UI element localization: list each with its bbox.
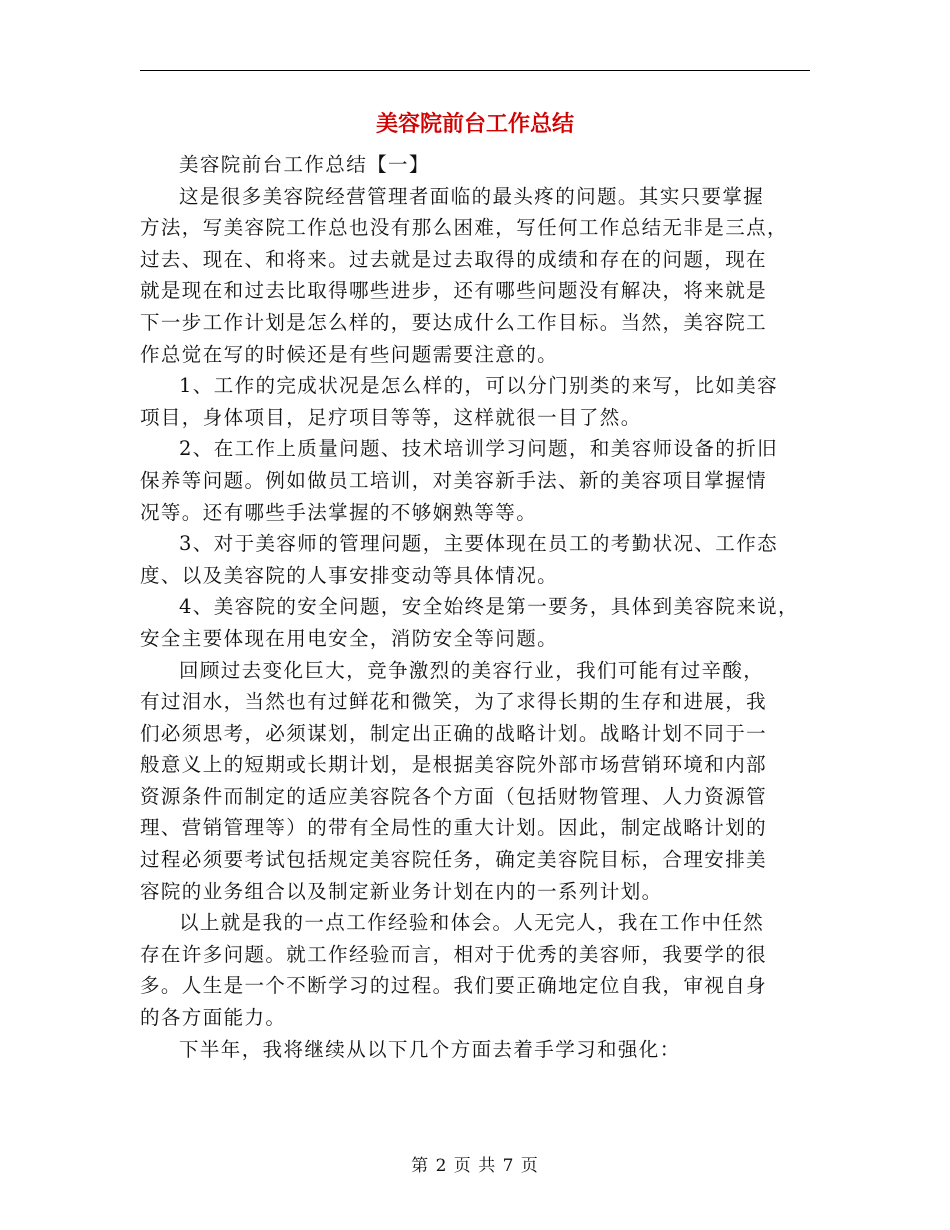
document-title: 美容院前台工作总结 bbox=[375, 112, 574, 137]
section-heading: 美容院前台工作总结【一】 bbox=[179, 153, 430, 176]
document-body bbox=[140, 149, 810, 1065]
paragraph-intro: 这是很多美容院经营管理者面临的最头疼的问题。其实只要掌握 方法，写美容院工作总也没有那么困难，写任何工作总结无非是三点， 过去、现在、和将来。过去就是过去取得的成绩和存在的问题，现在 就是现在和过去比取得哪些进步，还有哪些问题没有解决，将来就是 下一步工作计划是怎么样的，要达成什么工作目标。当然，美容院工 作总觉在写的时候还是有些问题需要注意的。 bbox=[140, 184, 788, 366]
paragraph-point-3: 3、对于美容师的管理问题，主要体现在员工的考勤状况、工作态 度、以及美容院的人事安排变动等具体情况。 bbox=[140, 532, 779, 587]
paragraph-review: 回顾过去变化巨大，竞争激烈的美容行业，我们可能有过辛酸， 有过泪水，当然也有过鲜花和微笑，为了求得长期的生存和进展，我 们必须思考，必须谋划，制定出正确的战略计划。战略计划不同于一 般意义上的短期或长期计划，是根据美容院外部市场营销环境和内部 资源条件而制定的适应美容院各个方面（包括财物管理、人力资源管 理、营销管理等）的带有全局性的重大计划。因此，制定战略计划的 过程必须要考试包括规定美容院任务，确定美容院目标，合理安排美 容院的业务组合以及制定新业务计划在内的一系列计划。 bbox=[140, 658, 768, 903]
paragraph-next-half: 下半年，我将继续从以下几个方面去着手学习和强化： bbox=[179, 1037, 681, 1061]
paragraph-point-1: 1、工作的完成状况是怎么样的，可以分门别类的来写，比如美容 项目，身体项目，足疗项目等等，这样就很一目了然。 bbox=[140, 374, 779, 429]
page-footer: 第 2 页 共 7 页 bbox=[411, 1156, 539, 1176]
header-rule bbox=[140, 70, 810, 71]
paragraph-point-4: 4、美容院的安全问题，安全始终是第一要务，具体到美容院来说， 安全主要体现在用电安全，消防安全等问题。 bbox=[140, 595, 799, 650]
paragraph-experience: 以上就是我的一点工作经验和体会。人无完人，我在工作中任然 存在许多问题。就工作经验而言，相对于优秀的美容师，我要学的很 多。人生是一个不断学习的过程。我们要正确地定位自我，审视自身 的各方面能力。 bbox=[140, 911, 768, 1030]
paragraph-point-2: 2、在工作上质量问题、技术培训学习问题，和美容师设备的折旧 保养等问题。例如做员工培训，对美容新手法、新的美容项目掌握情 况等。还有哪些手法掌握的不够娴熟等等。 bbox=[140, 437, 779, 524]
